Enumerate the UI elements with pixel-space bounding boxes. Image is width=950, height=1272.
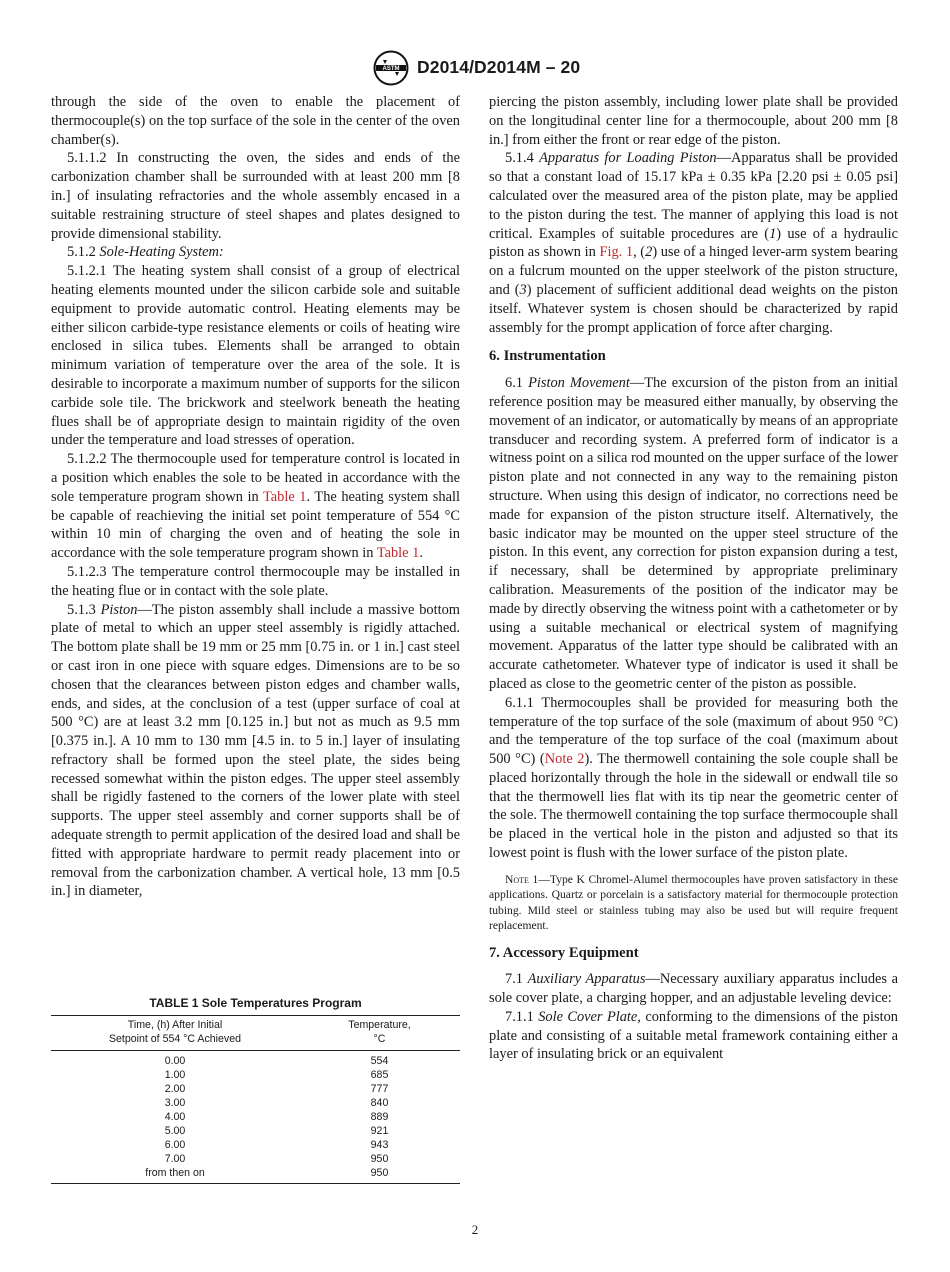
paragraph: through the side of the oven to enable the placement of thermocouple(s) on the top surface of the sole in the center of the oven chamber(s). (51, 94, 460, 148)
table-row: 1.00 685 (164, 1069, 389, 1082)
table-row: 2.00 777 (164, 1083, 389, 1096)
page-number: 2 (471, 1222, 479, 1237)
table-1-link[interactable]: Table 1 (262, 488, 307, 505)
table-title: TABLE 1 Sole Temperatures Program (149, 996, 362, 1010)
table-1-link[interactable]: Table 1 (376, 545, 420, 562)
paragraph: 7.1 Auxiliary Apparatus—Necessary auxiliary apparatus includes a sole cover plate, a charging hopper, and an adjustable leveling device: (489, 971, 898, 1007)
column-header-time: Time, (h) After Initial Setpoint of 554 °C Achieved (108, 1019, 242, 1045)
section-heading-5-1-2: 5.1.2 Sole-Heating System: (67, 244, 224, 261)
right-column (489, 93, 898, 1064)
paragraph: 5.1.3 Piston—The piston assembly shall include a massive bottom plate of metal to which an upper steel assembly is rigidly attached. The bottom plate shall be 19 mm or 25 mm [0.75 in. or 1 in.] cast steel or cast iron in one piece with square edges. Dimensions are to be so chosen that the clearances between piston edges and chamber walls, ends, and sides, at the conclusion of a test (upper surface of coal at 500 °C) are at least 3.2 mm [0.125 in.] but not as much as 9.5 mm [0.375 in.]. A 10 mm to 130 mm [4.5 in. to 5 in.] layer of insulating refractory shall be formed upon the steel plate, the sides being recessed somewhat within the piston edges. The upper steel assembly shall be rigidly fastened to the corners of the lower plate with steel supports. The upper steel assembly and corner supports shall be of adequate strength to permit application of the desired load and shall be fitted with appropriate hardware to permit ready placement into or removal from the carbonization chamber. A vertical hole, 13 mm [0.5 in.] in diameter, (51, 601, 460, 900)
section-heading-6: 6. Instrumentation (489, 348, 606, 365)
table-row: 4.00 889 (164, 1111, 389, 1124)
left-column (51, 93, 460, 901)
paragraph: 5.1.2.2 The thermocouple used for temperature control is located in a position which enables the sole to be heated in accordance with the sole temperature program shown in Table 1. The heating system shall be capable of reachieving the initial set point temperature of 554 °C within 10 min of charging the oven and of heating the sole in accordance with the sole temperature program shown in Table 1. (51, 451, 460, 562)
paragraph: 7.1.1 Sole Cover Plate, conforming to the dimensions of the piston plate and consisting of a suitable metal framework containing either a layer of insulating brick or an equivalent (489, 1008, 898, 1063)
table-row: from then on 950 (51, 1166, 460, 1184)
table-row: 0.00 554 (164, 1055, 389, 1068)
paragraph: 5.1.2.1 The heating system shall consist of a group of electrical heating elements mounted under the silicon carbide sole and suitable equipment to provide automatic control. Heating elements may be either silicon carbide-type resistance elements or coils of heating wire enclosed in silica tubes. Elements shall be arranged to obtain minimum variation of temperature over the area of the sole. It is desirable to incorporate a maximum number of supports for the silicon carbide sole tile. The brickwork and steelwork beneath the heating flues shall be of appropriate design to maintain rigidity of the oven under the temperature and load stresses of operation. (51, 263, 460, 449)
section-heading-7: 7. Accessory Equipment (489, 944, 639, 961)
table-row: 5.00 921 (164, 1125, 389, 1138)
column-header-temperature: Temperature, °C (348, 1019, 411, 1045)
svg-text:ASTM: ASTM (382, 66, 400, 72)
sole-temperatures-table (51, 996, 460, 1184)
paragraph: 5.1.4 Apparatus for Loading Piston—Apparatus shall be provided so that a constant load of 15.17 kPa ± 0.35 kPa [2.20 psi ± 0.05 psi] calculated over the measured area of the piston plate, may be applied to the piston during the test. The manner of applying this load is not critical. Examples of suitable procedures are (1) use of a hydraulic piston as shown in Fig. 1, (2) use of a hinged lever-arm system bearing on a fulcrum mounted on the upper steelwork of the piston structure, and (3) placement of sufficient additional dead weights on the piston itself. Whatever system is chosen should be characterized by rapid assembly for the prompt application of force after charging. (489, 150, 898, 336)
paragraph: 5.1.1.2 In constructing the oven, the sides and ends of the carbonization chamber shall be surrounded with at least 200 mm [8 in.] of insulating refractories and the whole assembly encased in a suitable restraining structure of steel shapes and plates designed to provide dimensional stability. (51, 150, 460, 242)
paragraph: 6.1 Piston Movement—The excursion of the piston from an initial reference position may be measured either manually, by observing the movement of an indicator, or automatically by means of an appropriate transducer and recording system. A preferred form of indicator is a witness point on a silica rod mounted on the upper surface of the lower piston plate and not connected in any way to the remaining piston structure. When using this design of indicator, no corrections need be made for expansion of the piston structure itself. Alternatively, the basic indicator may be mounted on the upper steel structure of the piston. In this event, any correction for piston expansion during a test, if necessary, shall be determined by appropriate preliminary calibration. Measurements of the position of the indicator may be made by directly observing the witness point with a cathetometer or by using a suitable mechanical or electrical system of magnifying movement. Apparatus of the latter type should be calibrated with an accurate cathetometer. Whatever type of indicator is used it shall be placed as close to the geometric center of the piston as possible. (489, 375, 899, 692)
document-id: D2014/D2014M – 20 (417, 57, 581, 77)
table-row: 6.00 943 (164, 1139, 389, 1152)
figure-1-link[interactable]: Fig. 1 (599, 244, 634, 261)
table-row: 3.00 840 (164, 1097, 389, 1110)
paragraph: 6.1.1 Thermocouples shall be provided for measuring both the temperature of the top surface of the sole (maximum of about 950 °C) and the temperature of the top surface of the coal (maximum about 500 °C) (Note 2). The thermowell containing the sole couple shall be placed horizontally through the hole in the sidewall or endwall tile so that the thermowell lies flat with its tip near the geometric center of the sole. The thermowell containing the top surface thermocouple shall be placed in the vertical hole in the piston and adjusted so that its lowest point is flush with the lower surface of the piston plate. (489, 694, 898, 862)
page-header (0, 50, 950, 90)
astm-logo-icon (373, 50, 409, 86)
table-row: 7.00 950 (164, 1153, 389, 1166)
paragraph: 5.1.2.3 The temperature control thermocouple may be installed in the heating flue or in contact with the sole plate. (51, 563, 460, 599)
note-2-link[interactable]: Note 2 (544, 751, 585, 768)
paragraph: piercing the piston assembly, including lower plate shall be provided on the longitudinal center line for a thermocouple, about 200 mm [8 in.] from either the front or rear edge of the piston. (489, 94, 898, 148)
note-1: Note 1—Type K Chromel-Alumel thermocouples have proven satisfactory in these applications. Quartz or porcelain is a satisfactory material for thermocouple protection tubing. Mild steel or stainless tubing may also be used but will require frequent replacement. (489, 872, 898, 933)
